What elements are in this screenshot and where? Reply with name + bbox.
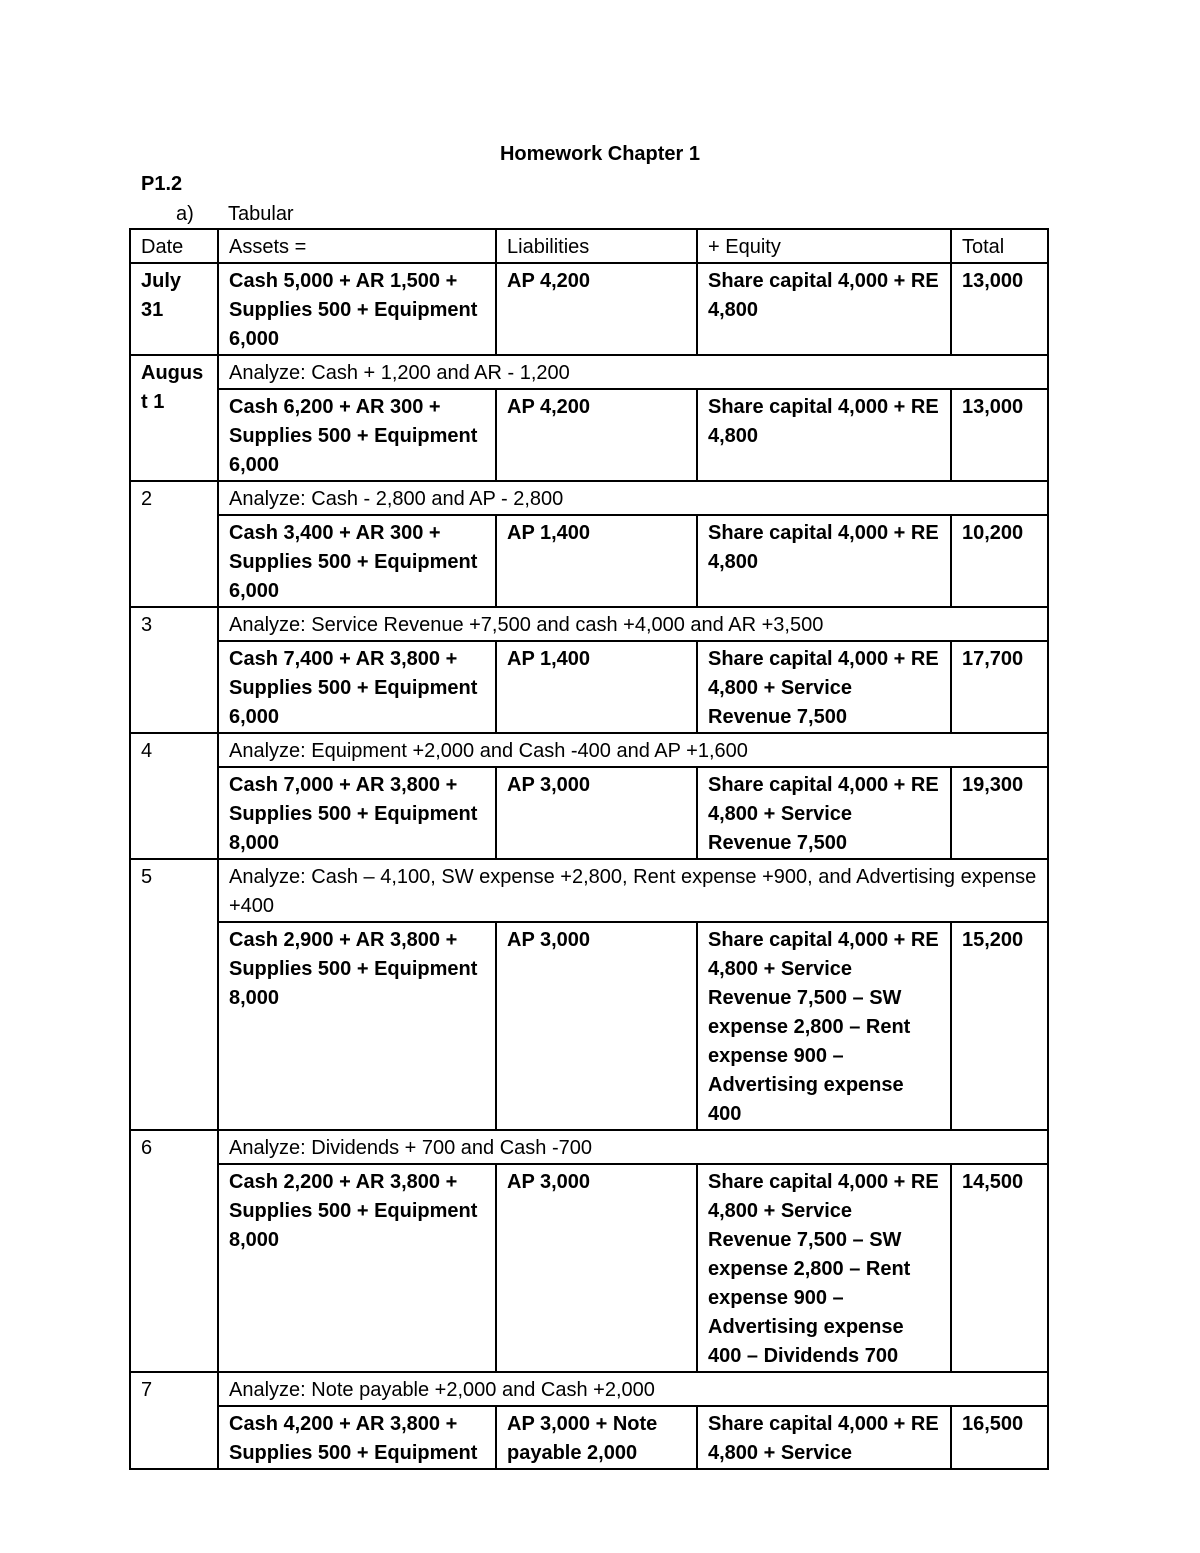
liabilities-cell: AP 1,400 [496,641,697,733]
header-equity: + Equity [697,229,951,263]
assets-cell: Cash 7,400 + AR 3,800 + Supplies 500 + Equipment 6,000 [218,641,496,733]
liabilities-cell: AP 3,000 [496,767,697,859]
total-cell: 17,700 [951,641,1048,733]
analyze-row [130,733,1048,767]
assets-cell: Cash 4,200 + AR 3,800 + Supplies 500 + Equipment [218,1406,496,1469]
assets-cell: Cash 2,900 + AR 3,800 + Supplies 500 + Equipment 8,000 [218,922,496,1130]
assets-cell: Cash 6,200 + AR 300 + Supplies 500 + Equipment 6,000 [218,389,496,481]
table-row [130,641,1048,733]
date-cell: 4 [130,733,218,859]
assets-cell: Cash 7,000 + AR 3,800 + Supplies 500 + Equipment 8,000 [218,767,496,859]
table-row [130,1164,1048,1372]
total-cell: 19,300 [951,767,1048,859]
date-cell: 5 [130,859,218,1130]
liabilities-cell: AP 3,000 [496,922,697,1130]
total-cell: 14,500 [951,1164,1048,1372]
equity-cell: Share capital 4,000 + RE 4,800 + Service Revenue 7,500 – SW expense 2,800 – Rent expense 900 – Advertising expense 400 – Dividends 700 [697,1164,951,1372]
problem-label: P1.2 [141,173,183,195]
liabilities-cell: AP 1,400 [496,515,697,607]
header-assets: Assets = [218,229,496,263]
date-cell: 2 [130,481,218,607]
table-row [130,389,1048,481]
table-row [130,1406,1048,1469]
equity-cell: Share capital 4,000 + RE 4,800 + Service Revenue 7,500 [697,641,951,733]
part-label [176,203,294,226]
analyze-cell: Analyze: Cash - 2,800 and AP - 2,800 [218,481,1048,515]
equity-cell: Share capital 4,000 + RE 4,800 [697,515,951,607]
total-cell: 16,500 [951,1406,1048,1469]
equity-cell: Share capital 4,000 + RE 4,800 [697,263,951,355]
analyze-row [130,1372,1048,1406]
date-cell: 6 [130,1130,218,1372]
equity-cell: Share capital 4,000 + RE 4,800 + Service [697,1406,951,1469]
part-marker: a) [176,203,194,225]
header-liabilities: Liabilities [496,229,697,263]
page-title: Homework Chapter 1 [499,143,701,165]
analyze-row [130,355,1048,389]
analyze-cell: Analyze: Cash + 1,200 and AR - 1,200 [218,355,1048,389]
analyze-cell: Analyze: Equipment +2,000 and Cash -400 and AP +1,600 [218,733,1048,767]
date-cell: July 31 [130,263,218,355]
liabilities-cell: AP 3,000 [496,1164,697,1372]
table-row [130,922,1048,1130]
total-cell: 13,000 [951,263,1048,355]
analyze-row [130,607,1048,641]
assets-cell: Cash 5,000 + AR 1,500 + Supplies 500 + Equipment 6,000 [218,263,496,355]
analyze-cell: Analyze: Service Revenue +7,500 and cash +4,000 and AR +3,500 [218,607,1048,641]
accounting-equation-table [129,228,1049,1470]
analyze-cell: Analyze: Cash – 4,100, SW expense +2,800, Rent expense +900, and Advertising expense +400 [218,859,1048,922]
liabilities-cell: AP 3,000 + Note payable 2,000 [496,1406,697,1469]
analyze-row [130,1130,1048,1164]
analyze-cell: Analyze: Note payable +2,000 and Cash +2,000 [218,1372,1048,1406]
analyze-row [130,481,1048,515]
equity-cell: Share capital 4,000 + RE 4,800 + Service Revenue 7,500 [697,767,951,859]
analyze-row [130,859,1048,922]
date-cell: August 1 [130,355,218,481]
analyze-cell: Analyze: Dividends + 700 and Cash -700 [218,1130,1048,1164]
header-total: Total [951,229,1048,263]
equity-cell: Share capital 4,000 + RE 4,800 + Service Revenue 7,500 – SW expense 2,800 – Rent expense 900 – Advertising expense 400 [697,922,951,1130]
assets-cell: Cash 2,200 + AR 3,800 + Supplies 500 + Equipment 8,000 [218,1164,496,1372]
total-cell: 15,200 [951,922,1048,1130]
total-cell: 13,000 [951,389,1048,481]
liabilities-cell: AP 4,200 [496,389,697,481]
assets-cell: Cash 3,400 + AR 300 + Supplies 500 + Equipment 6,000 [218,515,496,607]
total-cell: 10,200 [951,515,1048,607]
header-date: Date [130,229,218,263]
equity-cell: Share capital 4,000 + RE 4,800 [697,389,951,481]
date-cell: 7 [130,1372,218,1469]
table-row [130,263,1048,355]
part-title: Tabular [228,203,294,225]
liabilities-cell: AP 4,200 [496,263,697,355]
table-row [130,515,1048,607]
table-row [130,767,1048,859]
date-cell: 3 [130,607,218,733]
table-header-row [130,229,1048,263]
